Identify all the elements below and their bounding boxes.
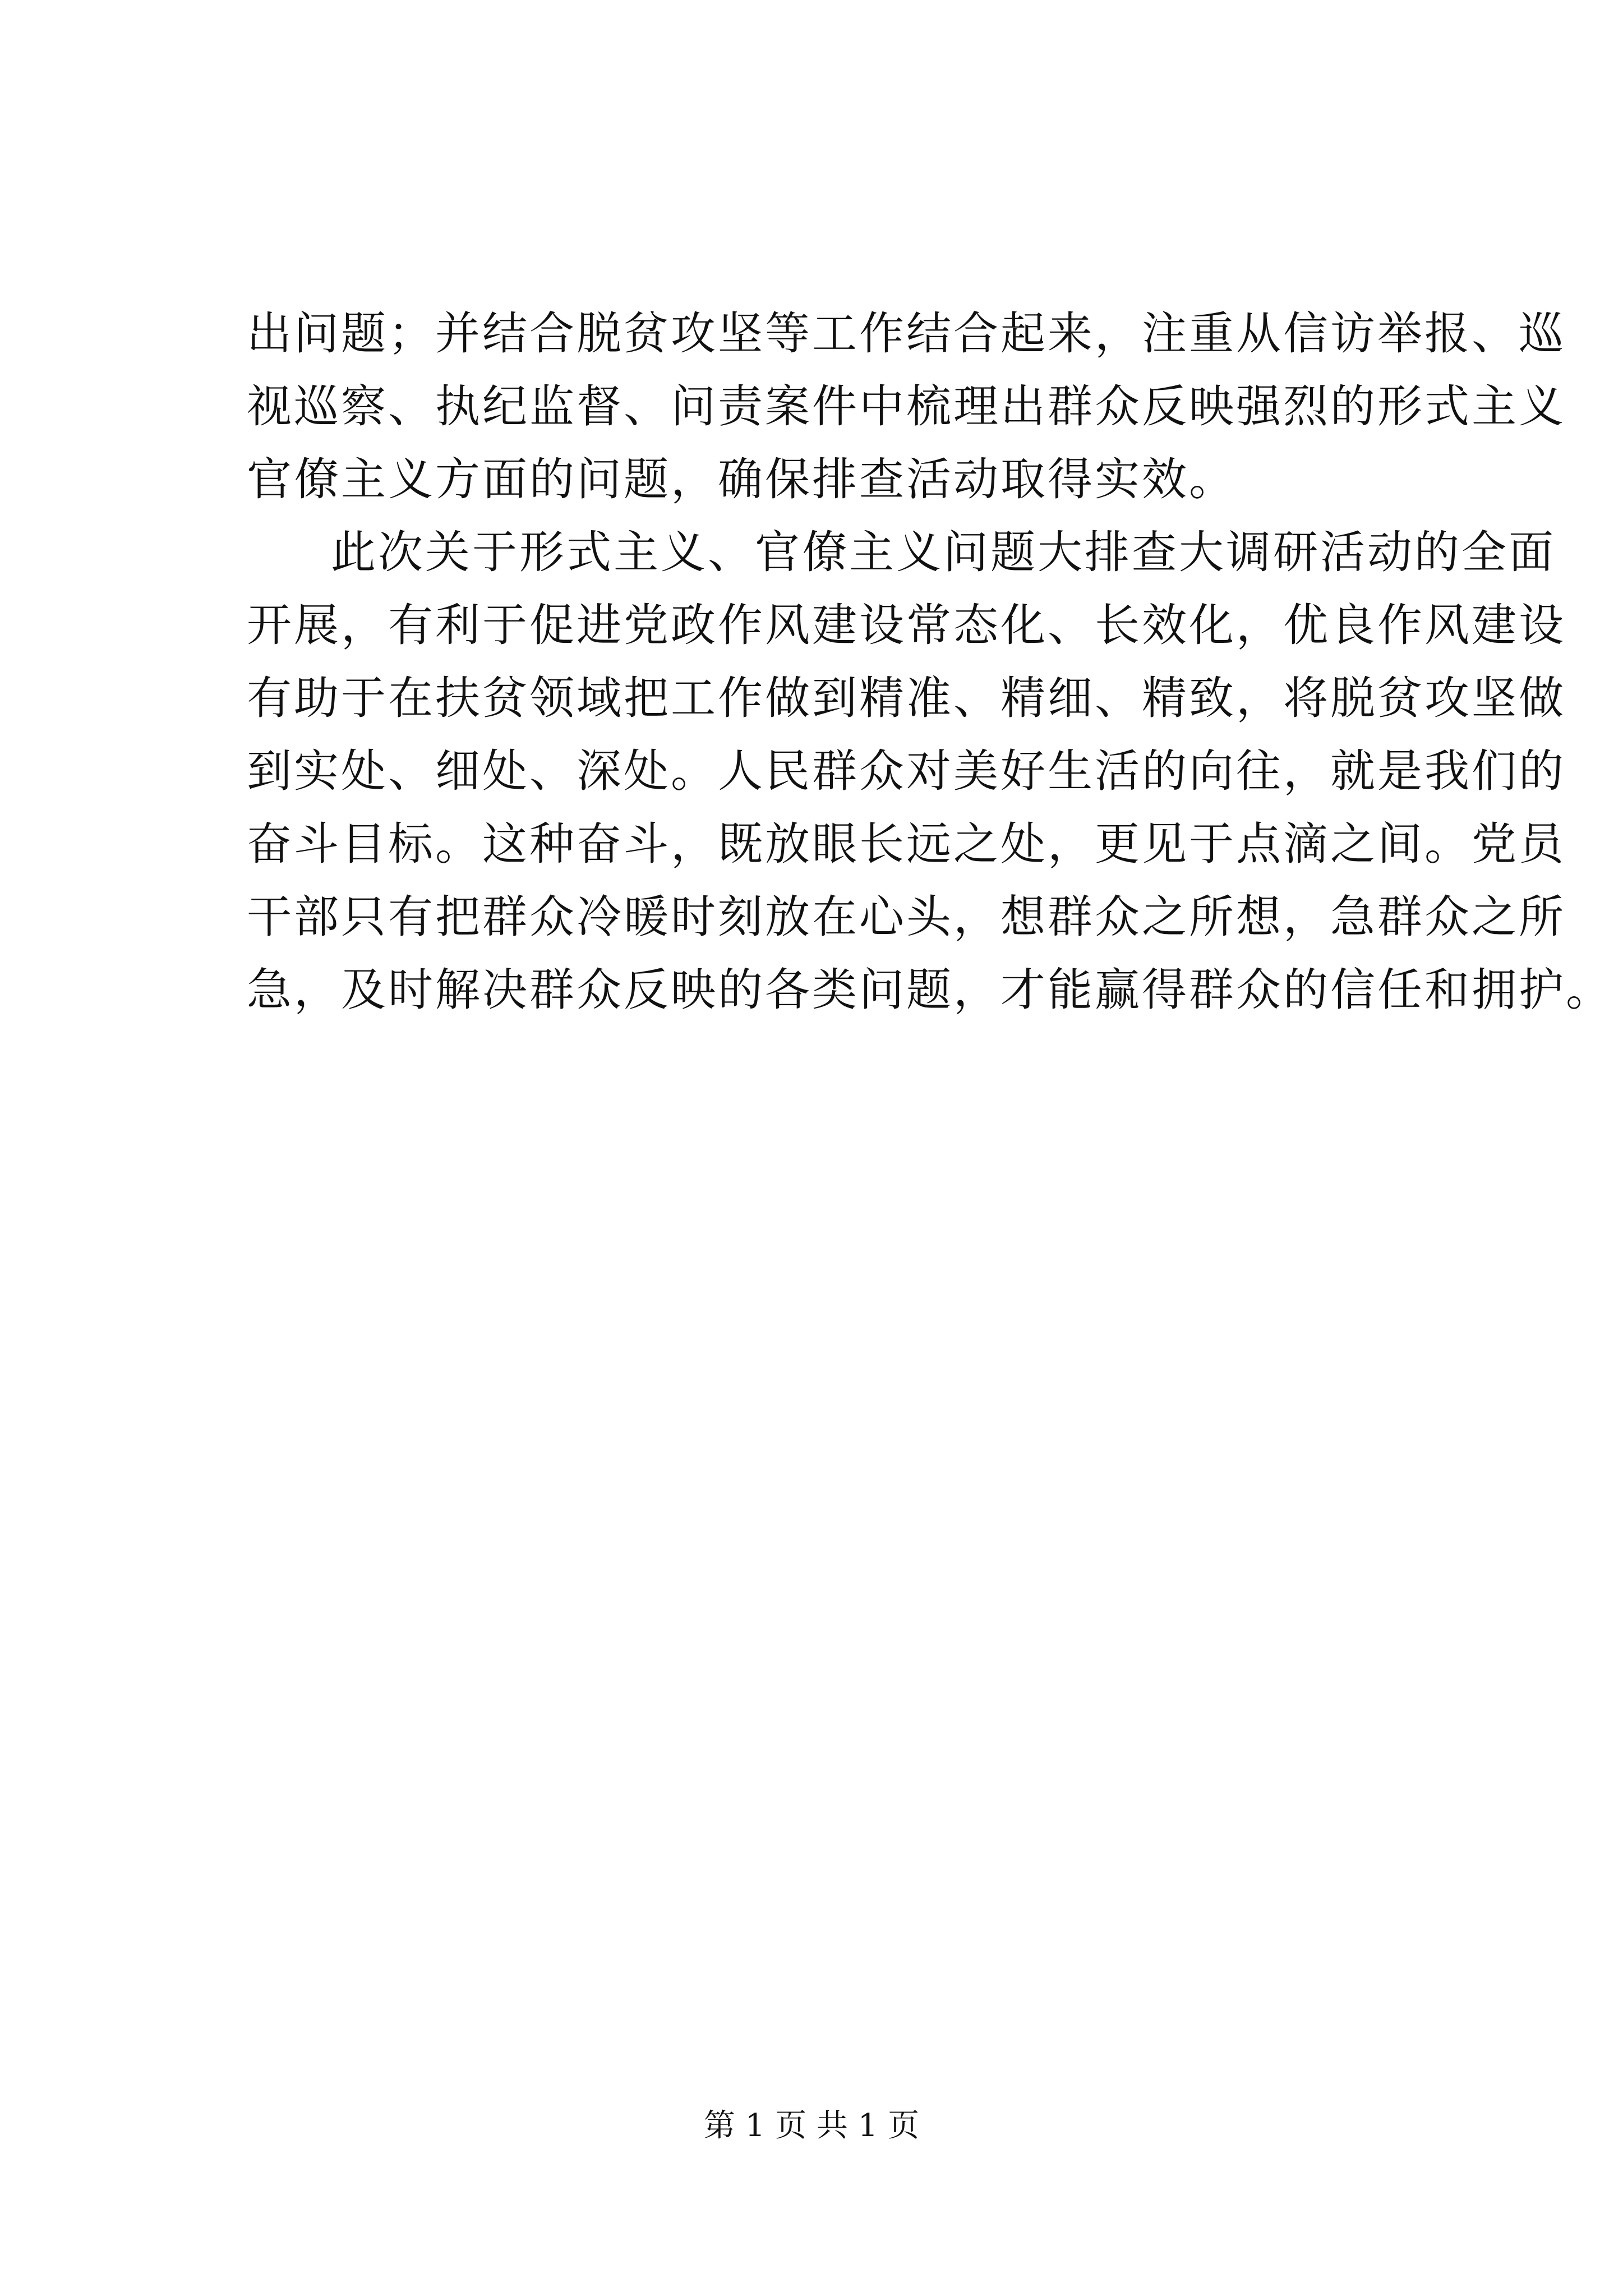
paragraph-line: 视巡察、执纪监督、问责案件中梳理出群众反映强烈的形式主义	[247, 380, 1566, 432]
paragraph-line: 开展，有利于促进党政作风建设常态化、长效化，优良作风建设	[247, 599, 1566, 651]
paragraph-line: 奋斗目标。这种奋斗，既放眼长远之处，更见于点滴之间。党员	[247, 818, 1566, 870]
paragraph-line: 到实处、细处、深处。人民群众对美好生活的向往，就是我们的	[247, 745, 1566, 797]
paragraph-line: 出问题；并结合脱贫攻坚等工作结合起来，注重从信访举报、巡	[247, 307, 1566, 360]
paragraph-line: 急，及时解决群众反映的各类问题，才能赢得群众的信任和拥护。	[247, 964, 1613, 1016]
document-body	[247, 297, 1613, 1027]
paragraph-line: 此次关于形式主义、官僚主义问题大排查大调研活动的全面	[331, 526, 1556, 578]
page-number-label: 第 1 页 共 1 页	[703, 2108, 920, 2144]
page-footer	[0, 2106, 1623, 2146]
paragraph-2	[247, 516, 1613, 1027]
paragraph-line: 官僚主义方面的问题，确保排查活动取得实效。	[247, 453, 1236, 505]
paragraph-line: 有助于在扶贫领域把工作做到精准、精细、精致，将脱贫攻坚做	[247, 672, 1566, 724]
paragraph-1	[247, 297, 1566, 516]
paragraph-line: 干部只有把群众冷暖时刻放在心头，想群众之所想，急群众之所	[247, 891, 1566, 943]
